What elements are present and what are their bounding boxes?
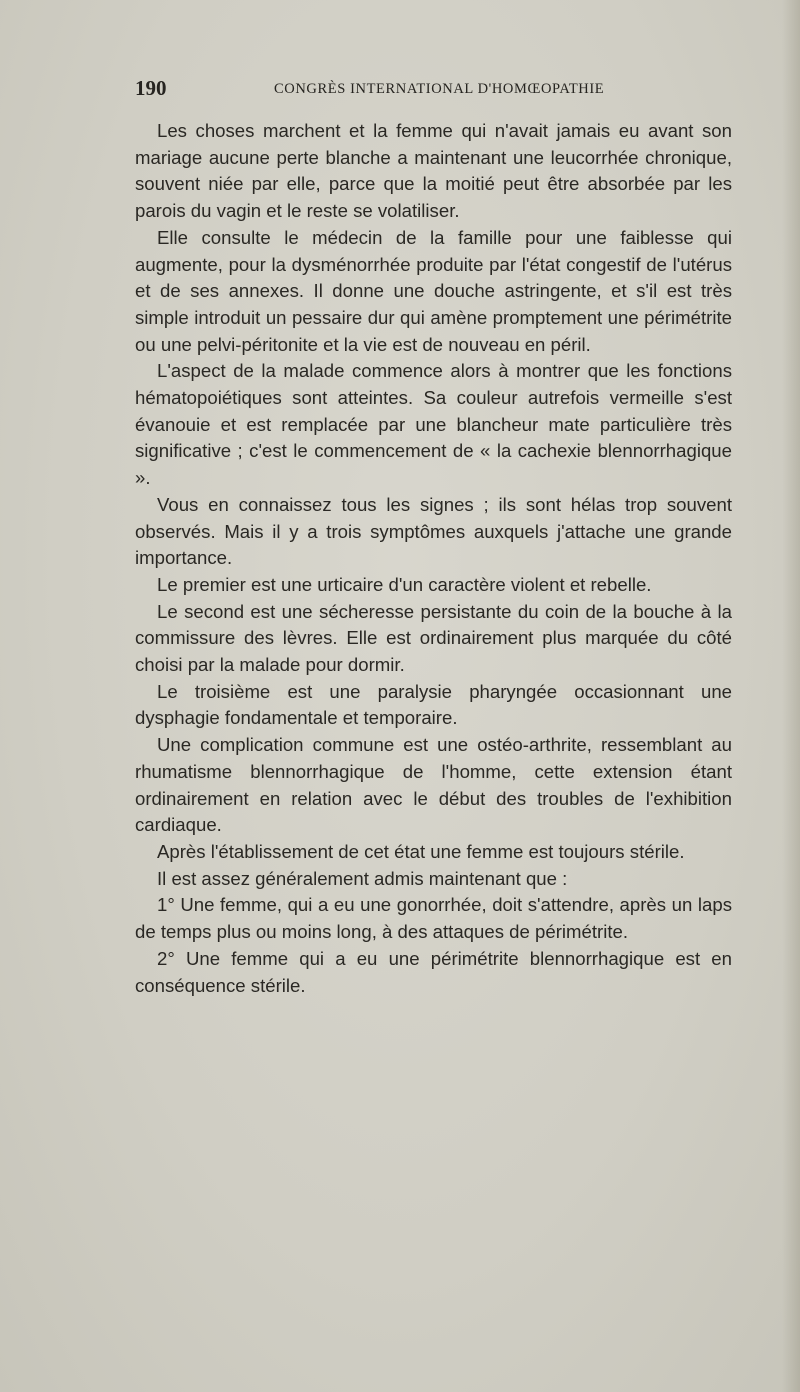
paragraph: 1° Une femme, qui a eu une gonorrhée, doit s'attendre, après un laps de temps plus ou moins long, à des attaques de périmétrite. [135, 894, 732, 943]
page-header [135, 78, 735, 102]
paragraph: L'aspect de la malade commence alors à montrer que les fonctions hématopoiétiques sont atteintes. Sa couleur autrefois vermeille s'est évanouie et est remplacée par une blancheur mate particulière très significative ; c'est le commencement de « la cachexie blennorrhagique ». [135, 360, 732, 489]
paragraph: Le second est une sécheresse persistante du coin de la bouche à la commissure des lèvres. Elle est ordinairement plus marquée du côté choisi par la malade pour dormir. [135, 600, 732, 676]
body-text [135, 118, 732, 999]
page-number: 190 [135, 76, 167, 100]
paragraph: 2° Une femme qui a eu une périmétrite blennorrhagique est en conséquence stérile. [135, 947, 732, 996]
paragraph: Elle consulte le médecin de la famille pour une faiblesse qui augmente, pour la dysménorrhée produite par l'état congestif de l'utérus et de ses annexes. Il donne une douche astringente, et s'il est très simple introduit un pessaire dur qui amène promptement une périmétrite ou une pelvi-péritonite et la vie est de nouveau en péril. [135, 226, 732, 355]
paragraph: Vous en connaissez tous les signes ; ils sont hélas trop souvent observés. Mais il y a trois symptômes auxquels j'attache une grande importance. [135, 493, 732, 569]
paragraph: Le troisième est une paralysie pharyngée occasionnant une dysphagie fondamentale et temporaire. [135, 680, 732, 729]
running-head: CONGRÈS INTERNATIONAL D'HOMŒOPATHIE [274, 81, 605, 97]
paragraph: Les choses marchent et la femme qui n'avait jamais eu avant son mariage aucune perte blanche a maintenant une leucorrhée chronique, souvent niée par elle, parce que la moitié peut être absorbée par les parois du vagin et le reste se volatiliser. [135, 120, 732, 222]
paragraph: Le premier est une urticaire d'un caractère violent et rebelle. [157, 573, 652, 595]
paragraph: Une complication commune est une ostéo-arthrite, ressemblant au rhumatisme blennorrhagique de l'homme, cette extension étant ordinairement en relation avec le début des troubles de l'exhibition cardiaque. [135, 734, 732, 836]
paragraph: Il est assez généralement admis maintenant que : [157, 867, 568, 889]
paragraph: Après l'établissement de cet état une femme est toujours stérile. [157, 840, 685, 862]
